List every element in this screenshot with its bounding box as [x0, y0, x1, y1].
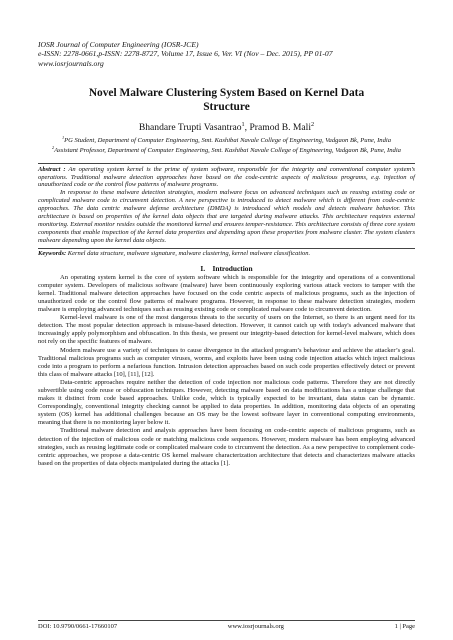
body-paragraph-3: Modern malware use a variety of techniques to cause divergence in the attacked program’s behaviour and achieve the attacker’s goal. Traditional malicious programs such as computer viruses, worms, and exploits have been using code injection attacks which inject malicious code into a program to perform a nefarious function. Intrusion detection approaches based on such code properties effectively detect or prevent this class of malware attacks [10], [11], [12]. [38, 346, 415, 378]
keywords-text: Kernel data structure, malware signature, malware clustering, kernel malware classification. [66, 249, 311, 257]
body-paragraph-4: Data-centric approaches require neither the detection of code injection nor malicious code patterns. Therefore they are not directly subvertible using code reuse or obfuscation techniques. However, detecting malware based on data modifications has a unique challenge that makes it distinct from code based approaches. Unlike code, which is typically expected to be invariant, data status can be dynamic. Correspondingly, conventional integrity checking cannot be applied to data properties. In addition, monitoring data objects of an operating system (OS) kernel has additional challenges because an OS may be the lowest software layer in conventional computing environments, meaning that there is no monitoring layer below it. [38, 378, 415, 427]
affiliation-2-mark: 2 [52, 145, 55, 151]
footer-website: www.iosrjournals.org [227, 623, 284, 630]
affiliation-2-text: Assistant Professor, Department of Computer Engineering, Smt. Kashibai Navale College of Engineering, Vadgaon Bk, Pune, India [54, 147, 401, 155]
journal-issn: e-ISSN: 2278-0661,p-ISSN: 2278-8727, Volume 17, Issue 6, Ver. VI (Nov – Dec. 2015), PP 01-07 [38, 49, 333, 59]
journal-website: www.iosrjournals.org [38, 58, 104, 68]
page-footer [38, 620, 415, 630]
keywords-label: Keywords: [38, 249, 67, 257]
section-heading-introduction: I. Introduction [200, 263, 253, 273]
body-paragraph-1: An operating system kernel is the core of system software which is responsible for the integrity and operations of a conventional computer system. Developers of malicious software (malware) have been continuously exploring various attack vectors to tamper with the kernel. Traditional malware detection approaches have focused on the code centric aspects of malicious programs, such as the injection of unauthorized code or the control flow patterns of malware programs. However, in response to these malware detection strategies, modern malware is employing advanced techniques such as reusing existing code or complicated malware code to circumvent detection. [38, 273, 415, 314]
affiliation-1-text: PG Student, Department of Computer Engineering, Smt. Kashibai Navale College of Engineering, Vadgaon Bk, Pune, India [64, 137, 392, 145]
abstract-label: Abstract : [38, 165, 66, 173]
abstract-para-2: In response to these malware detection strategies, modern malware focus on advanced techniques such as reusing existing code or complicated malware code to circumvent detection. A new perspective is introduced to detect malware which is different from code-centric approaches. The data centric malware defense architecture (DMDA) is introduced which models and detects malware behavior. This architecture is based on properties of the kernel data objects that are targeted during malware attacks. This architecture requires external monitoring. External monitor resides outside the monitored kernel and ensures temper-resistance. This architecture consists of three core system components that enable inspection of the kernel data properties and depending upon these properties from malware cluster. The system clusters malware depending upon the kernel data objects. [38, 189, 415, 244]
abstract-text-1: An operating system kernel is the prime of system software, responsible for the integrity and conventional computer system’s operations. Traditional malware detection approaches have based on the code-centric aspects of malicious programs, e.g. injection of unauthorized code or the control flow patterns of malware programs. [38, 165, 416, 189]
journal-header [38, 40, 415, 68]
author-1-mark: 1 [241, 121, 245, 129]
author-line [38, 122, 415, 133]
body-paragraph-5: Traditional malware detection and analysis approaches have been focusing on code-centric aspects of malicious programs, such as detection of the injection of malicious code or matching malicious code sequences. However, modern malware has been employing advanced strategies, such as reusing legitimate code or complicated malware code to circumvent the detection. As a new perspective to complement code-centric approaches, we propose a data-centric OS kernel malware characterization architecture that detects and characterizes malware attacks based on the properties of data objects manipulated during the attacks [1]. [38, 427, 415, 467]
paper-title: Novel Malware Clustering System Based on Kernel Data Structure [88, 87, 365, 114]
abstract-box [38, 163, 415, 249]
body-paragraph-2: Kernel-level malware is one of the most dangerous threats to the security of users on the Internet, so there is an urgent need for its detection. The most popular detection approach is misuse-based detection. However, it cannot catch up with today's advanced malware that increasingly apply polymorphism and obfuscation. In this thesis, we present our integrity-based detection for kernel-level malware, which does not rely on the specific features of malware. [38, 314, 415, 346]
affiliation-1-mark: 1 [61, 135, 65, 141]
author-2-mark: 2 [311, 121, 315, 129]
keywords [38, 250, 415, 258]
affiliation-1 [38, 137, 415, 145]
footer-doi: DOI: 10.9790/0661-17660107 [38, 623, 118, 630]
affiliation-2 [38, 147, 415, 155]
abstract-para-1 [38, 166, 415, 190]
footer-page-number: 1 | Page [394, 623, 415, 630]
author-1: Bhandare Trupti Vasantrao [138, 122, 242, 134]
journal-name: IOSR Journal of Computer Engineering (IOSR-JCE) [38, 40, 199, 49]
author-separator: , [244, 122, 250, 134]
author-2: Pramod B. Mali [249, 122, 312, 134]
introduction-body [38, 274, 415, 468]
